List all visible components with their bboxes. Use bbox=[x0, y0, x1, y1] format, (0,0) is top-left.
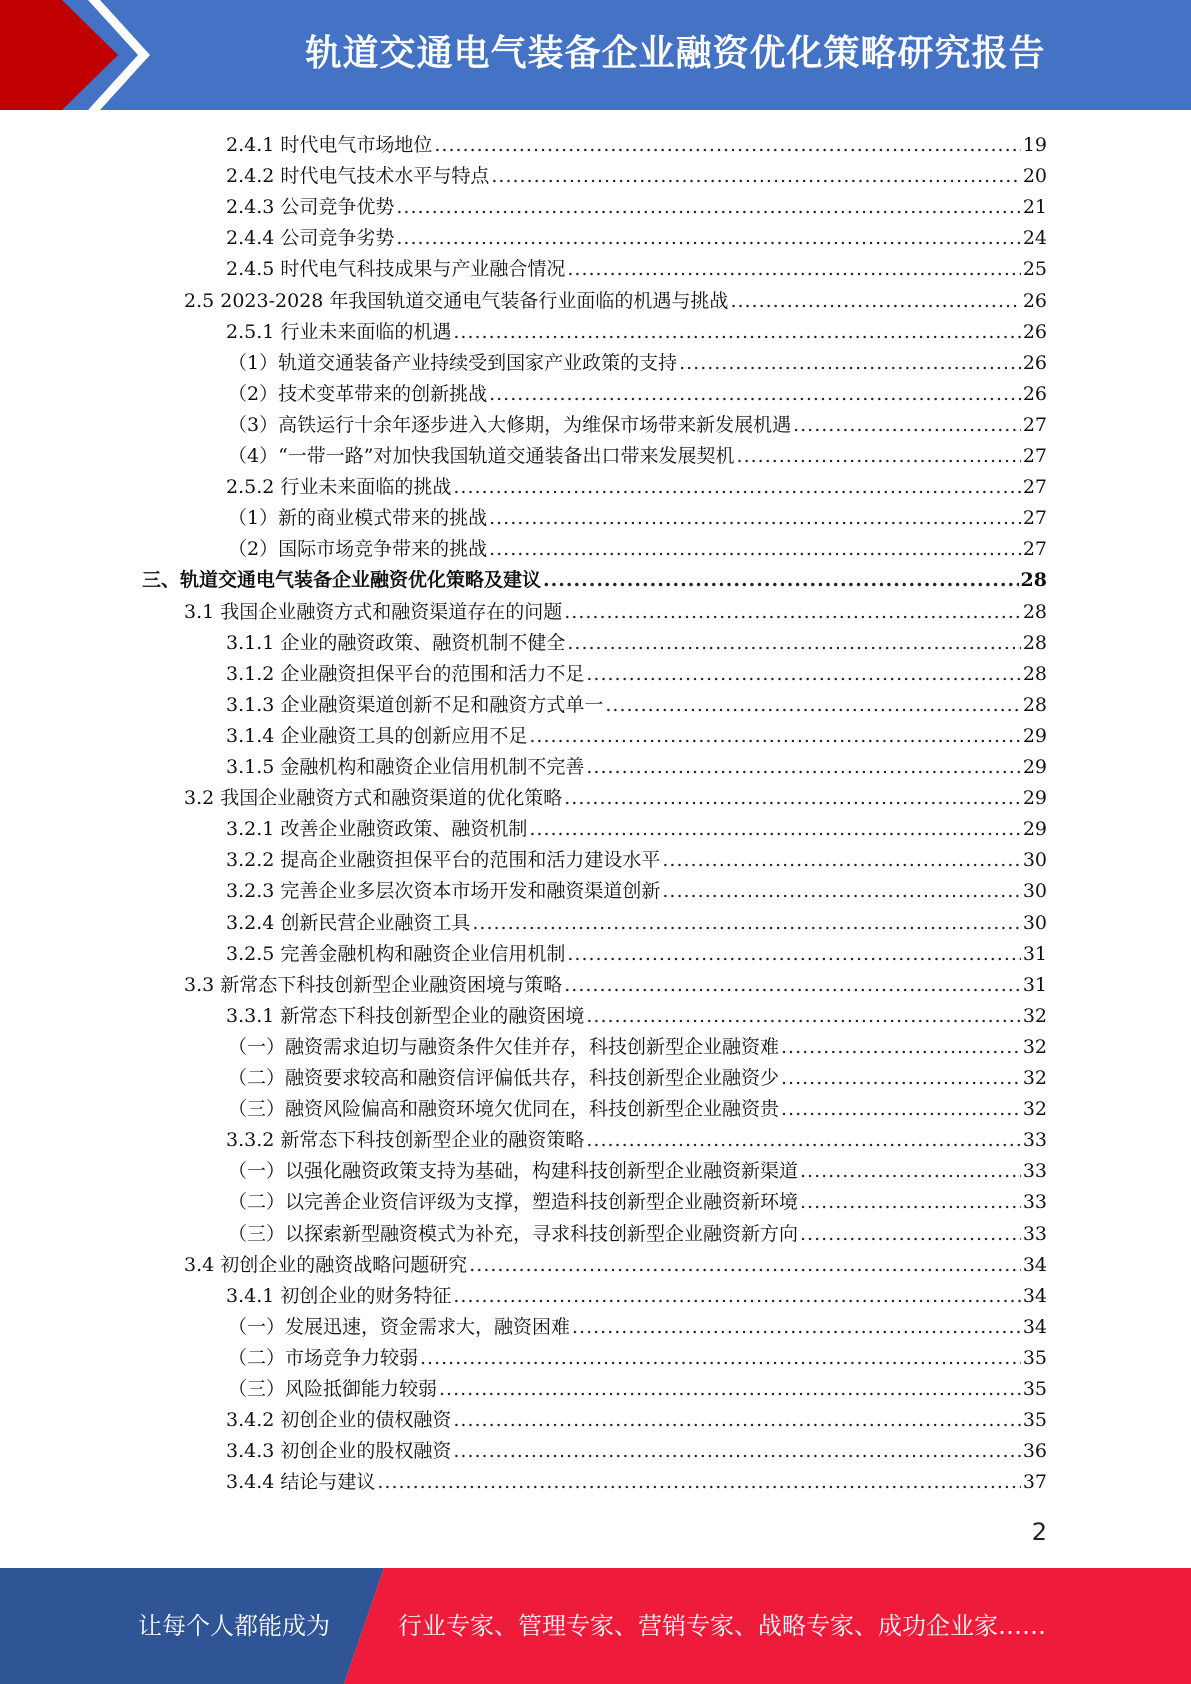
toc-entry-label: 三、轨道交通电气装备企业融资优化策略及建议 bbox=[142, 569, 542, 592]
toc-entry-page: 37 bbox=[1022, 1471, 1047, 1494]
toc-entry-label: 2.5 2023-2028 年我国轨道交通电气装备行业面临的机遇与挑战 bbox=[184, 289, 729, 312]
toc-leader-dots bbox=[567, 942, 1020, 966]
toc-leader-dots bbox=[529, 817, 1020, 841]
toc-leader-dots bbox=[737, 444, 1021, 468]
toc-entry[interactable] bbox=[228, 1183, 1047, 1214]
toc-leader-dots bbox=[453, 1408, 1020, 1432]
toc-leader-dots bbox=[662, 848, 1020, 872]
toc-leader-dots bbox=[564, 973, 1021, 997]
toc-entry-page: 27 bbox=[1022, 507, 1047, 530]
toc-entry[interactable] bbox=[228, 530, 1047, 561]
toc-entry-label: 3.4.2 初创企业的债权融资 bbox=[226, 1409, 452, 1432]
toc-entry[interactable] bbox=[226, 872, 1047, 903]
toc-entry[interactable] bbox=[226, 904, 1047, 935]
toc-entry[interactable] bbox=[184, 966, 1047, 997]
footer-slogan-right: 行业专家、管理专家、营销专家、战略专家、成功企业家…… bbox=[398, 1612, 1046, 1640]
toc-entry-label: （三）风险抵御能力较弱 bbox=[228, 1378, 438, 1400]
toc-leader-dots bbox=[781, 1097, 1021, 1121]
toc-entry[interactable] bbox=[226, 624, 1047, 655]
toc-entry-label: 3.3 新常态下科技创新型企业融资困境与策略 bbox=[184, 973, 563, 996]
report-title: 轨道交通电气装备企业融资优化策略研究报告 bbox=[305, 33, 1046, 74]
toc-entry[interactable] bbox=[226, 935, 1047, 966]
toc-entry-label: 2.4.1 时代电气市场地位 bbox=[226, 134, 433, 156]
toc-entry-label: 3.2 我国企业融资方式和融资渠道的优化策略 bbox=[184, 787, 563, 810]
toc-entry-label: 3.4.1 初创企业的财务特征 bbox=[226, 1284, 452, 1307]
toc-leader-dots bbox=[543, 568, 1019, 592]
toc-leader-dots bbox=[453, 1439, 1020, 1463]
toc-entry-label: 2.4.5 时代电气科技成果与产业融合情况 bbox=[226, 258, 566, 281]
toc-entry-page: 28 bbox=[1022, 600, 1047, 623]
toc-entry[interactable] bbox=[184, 593, 1047, 624]
toc-entry-page: 28 bbox=[1022, 662, 1047, 685]
toc-entry[interactable] bbox=[184, 1246, 1047, 1277]
toc-entry-label: 2.5.1 行业未来面临的机遇 bbox=[226, 320, 452, 343]
toc-leader-dots bbox=[730, 289, 1020, 313]
toc-entry[interactable] bbox=[184, 282, 1047, 313]
toc-leader-dots bbox=[662, 879, 1020, 903]
toc-entry[interactable] bbox=[142, 561, 1047, 592]
toc-entry-page: 35 bbox=[1022, 1409, 1047, 1432]
toc-entry-label: （三）融资风险偏高和融资环境欠优同在，科技创新型企业融资贵 bbox=[228, 1098, 780, 1121]
toc-leader-dots bbox=[489, 382, 1021, 406]
toc-entry[interactable] bbox=[228, 437, 1047, 468]
toc-leader-dots bbox=[567, 257, 1020, 281]
toc-entry-page: 30 bbox=[1022, 880, 1047, 903]
toc-entry-page: 25 bbox=[1022, 258, 1047, 281]
toc-entry[interactable] bbox=[226, 157, 1047, 188]
toc-entry-label: 3.2.2 提高企业融资担保平台的范围和活力建设水平 bbox=[226, 849, 661, 872]
toc-entry-label: （一）发展迅速，资金需求大，融资困难 bbox=[228, 1315, 571, 1338]
toc-entry[interactable] bbox=[226, 313, 1047, 344]
toc-entry-label: 3.2.4 创新民营企业融资工具 bbox=[226, 911, 471, 934]
toc-entry-page: 35 bbox=[1022, 1346, 1047, 1369]
toc-entry-page: 31 bbox=[1022, 973, 1047, 996]
toc-leader-dots bbox=[605, 693, 1020, 717]
toc-entry-page: 27 bbox=[1022, 413, 1047, 436]
footer-banner bbox=[0, 1568, 1191, 1684]
toc-leader-dots bbox=[491, 164, 1020, 188]
toc-entry-page: 27 bbox=[1022, 445, 1047, 467]
toc-entry-label: 3.3.2 新常态下科技创新型企业的融资策略 bbox=[226, 1129, 585, 1152]
toc-leader-dots bbox=[439, 1377, 1021, 1401]
toc-leader-dots bbox=[564, 600, 1021, 624]
toc-entry-label: （1）轨道交通装备产业持续受到国家产业政策的支持 bbox=[228, 351, 678, 374]
toc-entry-page: 27 bbox=[1022, 476, 1047, 499]
toc-leader-dots bbox=[453, 1284, 1020, 1308]
toc-leader-dots bbox=[564, 786, 1021, 810]
toc-leader-dots bbox=[529, 724, 1020, 748]
toc-entry[interactable] bbox=[226, 1463, 1047, 1494]
toc-entry-label: （1）新的商业模式带来的挑战 bbox=[228, 507, 488, 530]
toc-entry[interactable] bbox=[228, 499, 1047, 530]
toc-entry-page: 36 bbox=[1022, 1440, 1047, 1463]
toc-entry[interactable] bbox=[184, 779, 1047, 810]
toc-entry[interactable] bbox=[228, 1215, 1047, 1246]
toc-leader-dots bbox=[489, 506, 1021, 530]
toc-leader-dots bbox=[586, 1004, 1020, 1028]
toc-entry-page: 32 bbox=[1022, 1004, 1047, 1027]
toc-leader-dots bbox=[800, 1159, 1021, 1183]
toc-leader-dots bbox=[800, 1190, 1021, 1214]
toc-entry-page: 19 bbox=[1022, 134, 1047, 156]
toc-leader-dots bbox=[781, 1066, 1021, 1090]
toc-entry-page: 33 bbox=[1022, 1160, 1047, 1183]
toc-leader-dots bbox=[377, 1470, 1020, 1494]
toc-entry-label: （二）市场竞争力较弱 bbox=[228, 1346, 419, 1369]
toc-entry[interactable] bbox=[226, 126, 1047, 157]
toc-entry[interactable] bbox=[228, 1028, 1047, 1059]
toc-leader-dots bbox=[434, 133, 1020, 157]
toc-entry[interactable] bbox=[226, 250, 1047, 281]
toc-entry-page: 34 bbox=[1022, 1253, 1047, 1276]
toc-leader-dots bbox=[396, 195, 1020, 219]
toc-leader-dots bbox=[679, 351, 1021, 375]
toc-entry-label: 2.5.2 行业未来面临的挑战 bbox=[226, 476, 452, 499]
toc-entry-page: 29 bbox=[1022, 756, 1047, 778]
toc-entry[interactable] bbox=[226, 1277, 1047, 1308]
toc-entry[interactable] bbox=[226, 717, 1047, 748]
toc-entry-label: 2.4.2 时代电气技术水平与特点 bbox=[226, 165, 490, 188]
toc-entry-label: 2.4.4 公司竞争劣势 bbox=[226, 227, 395, 250]
toc-entry-page: 30 bbox=[1022, 911, 1047, 934]
toc-entry-label: （2）国际市场竞争带来的挑战 bbox=[228, 538, 488, 561]
toc-entry[interactable] bbox=[228, 1152, 1047, 1183]
toc-entry[interactable] bbox=[228, 1090, 1047, 1121]
toc-leader-dots bbox=[396, 226, 1020, 250]
footer-slogan-left: 让每个人都能成为 bbox=[138, 1612, 330, 1640]
toc-entry[interactable] bbox=[228, 1059, 1047, 1090]
toc-entry[interactable] bbox=[228, 1308, 1047, 1339]
toc-entry[interactable] bbox=[228, 406, 1047, 437]
toc-entry-label: 3.1 我国企业融资方式和融资渠道存在的问题 bbox=[184, 600, 563, 623]
toc-entry-label: 3.1.1 企业的融资政策、融资机制不健全 bbox=[226, 631, 566, 654]
toc-entry-label: （3）高铁运行十余年逐步进入大修期，为维保市场带来新发展机遇 bbox=[228, 413, 792, 436]
toc-entry-label: （一）融资需求迫切与融资条件欠佳并存，科技创新型企业融资难 bbox=[228, 1035, 780, 1058]
toc-leader-dots bbox=[781, 1035, 1021, 1059]
toc-leader-dots bbox=[472, 911, 1020, 935]
toc-entry-label: （二）以完善企业资信评级为支撑，塑造科技创新型企业融资新环境 bbox=[228, 1191, 799, 1214]
toc-entry-label: 3.1.4 企业融资工具的创新应用不足 bbox=[226, 724, 528, 747]
toc-leader-dots bbox=[800, 1222, 1021, 1246]
toc-entry[interactable] bbox=[226, 1401, 1047, 1432]
toc-entry-page: 28 bbox=[1022, 693, 1047, 716]
toc-entry-page: 28 bbox=[1022, 631, 1047, 654]
toc-entry[interactable] bbox=[228, 375, 1047, 406]
toc-entry-page: 27 bbox=[1022, 538, 1047, 561]
toc-leader-dots bbox=[453, 320, 1020, 344]
toc-entry-label: 2.4.3 公司竞争优势 bbox=[226, 196, 395, 219]
toc-leader-dots bbox=[469, 1253, 1021, 1277]
toc-entry-label: 3.2.5 完善金融机构和融资企业信用机制 bbox=[226, 942, 566, 965]
toc-leader-dots bbox=[489, 537, 1021, 561]
toc-leader-dots bbox=[453, 475, 1020, 499]
toc-entry[interactable] bbox=[226, 188, 1047, 219]
toc-entry-page: 32 bbox=[1022, 1035, 1047, 1058]
toc-entry-page: 32 bbox=[1022, 1098, 1047, 1121]
toc-leader-dots bbox=[572, 1315, 1021, 1339]
toc-entry-page: 26 bbox=[1022, 289, 1047, 312]
toc-entry-page: 34 bbox=[1022, 1315, 1047, 1338]
toc-entry-label: （三）以探索新型融资模式为补充，寻求科技创新型企业融资新方向 bbox=[228, 1222, 799, 1245]
toc-entry-label: 3.1.5 金融机构和融资企业信用机制不完善 bbox=[226, 756, 585, 778]
toc-entry[interactable] bbox=[226, 1432, 1047, 1463]
toc-entry[interactable] bbox=[226, 810, 1047, 841]
toc-leader-dots bbox=[793, 413, 1021, 437]
toc-entry-label: （4）“一带一路”对加快我国轨道交通装备出口带来发展契机 bbox=[228, 445, 735, 467]
toc-entry[interactable] bbox=[226, 748, 1047, 779]
toc-entry-label: （一）以强化融资政策支持为基础，构建科技创新型企业融资新渠道 bbox=[228, 1160, 799, 1183]
toc-leader-dots bbox=[420, 1346, 1021, 1370]
toc-entry-label: 3.3.1 新常态下科技创新型企业的融资困境 bbox=[226, 1004, 585, 1027]
toc-entry[interactable] bbox=[226, 997, 1047, 1028]
toc-entry-page: 33 bbox=[1022, 1191, 1047, 1214]
toc-leader-dots bbox=[586, 755, 1020, 779]
toc-entry-page: 28 bbox=[1020, 569, 1047, 592]
toc-entry-page: 24 bbox=[1022, 227, 1047, 250]
toc-entry-label: （二）融资要求较高和融资信评偏低共存，科技创新型企业融资少 bbox=[228, 1067, 780, 1089]
toc-entry[interactable] bbox=[226, 1121, 1047, 1152]
toc-entry-label: 3.1.2 企业融资担保平台的范围和活力不足 bbox=[226, 662, 585, 685]
toc-entry-page: 21 bbox=[1022, 196, 1047, 219]
toc-entry-label: 3.4.3 初创企业的股权融资 bbox=[226, 1440, 452, 1463]
red-arrow-shape bbox=[0, 0, 118, 110]
page-number: 2 bbox=[1031, 1518, 1047, 1546]
toc-entry-page: 29 bbox=[1022, 818, 1047, 841]
toc-entry[interactable] bbox=[226, 841, 1047, 872]
toc-entry-label: 3.2.1 改善企业融资政策、融资机制 bbox=[226, 818, 528, 841]
toc-entry[interactable] bbox=[226, 686, 1047, 717]
toc-entry-label: 3.2.3 完善企业多层次资本市场开发和融资渠道创新 bbox=[226, 880, 661, 903]
toc-entry[interactable] bbox=[226, 219, 1047, 250]
toc-entry-page: 20 bbox=[1022, 165, 1047, 188]
toc-entry-label: （2）技术变革带来的创新挑战 bbox=[228, 382, 488, 405]
toc-entry-page: 29 bbox=[1022, 787, 1047, 810]
toc-entry-label: 3.1.3 企业融资渠道创新不足和融资方式单一 bbox=[226, 693, 604, 716]
toc-entry[interactable] bbox=[228, 1370, 1047, 1401]
toc-entry-label: 3.4.4 结论与建议 bbox=[226, 1471, 376, 1494]
toc-entry[interactable] bbox=[228, 1339, 1047, 1370]
toc-entry-page: 29 bbox=[1022, 724, 1047, 747]
toc-entry-page: 35 bbox=[1022, 1378, 1047, 1400]
toc-entry-page: 26 bbox=[1022, 320, 1047, 343]
toc-entry[interactable] bbox=[228, 344, 1047, 375]
toc-entry-page: 34 bbox=[1022, 1284, 1047, 1307]
toc-leader-dots bbox=[567, 631, 1020, 655]
header-banner bbox=[0, 0, 1191, 110]
toc-leader-dots bbox=[586, 662, 1020, 686]
toc-entry-page: 26 bbox=[1022, 382, 1047, 405]
toc-leader-dots bbox=[586, 1128, 1020, 1152]
toc-entry-page: 33 bbox=[1022, 1222, 1047, 1245]
toc-entry-label: 3.4 初创企业的融资战略问题研究 bbox=[184, 1253, 468, 1276]
toc-entry-page: 31 bbox=[1022, 942, 1047, 965]
toc-entry[interactable] bbox=[226, 468, 1047, 499]
toc-entry[interactable] bbox=[226, 655, 1047, 686]
toc-entry-page: 32 bbox=[1022, 1067, 1047, 1089]
toc-entry-page: 26 bbox=[1022, 351, 1047, 374]
toc-entry-page: 30 bbox=[1022, 849, 1047, 872]
toc-entry-page: 33 bbox=[1022, 1129, 1047, 1152]
